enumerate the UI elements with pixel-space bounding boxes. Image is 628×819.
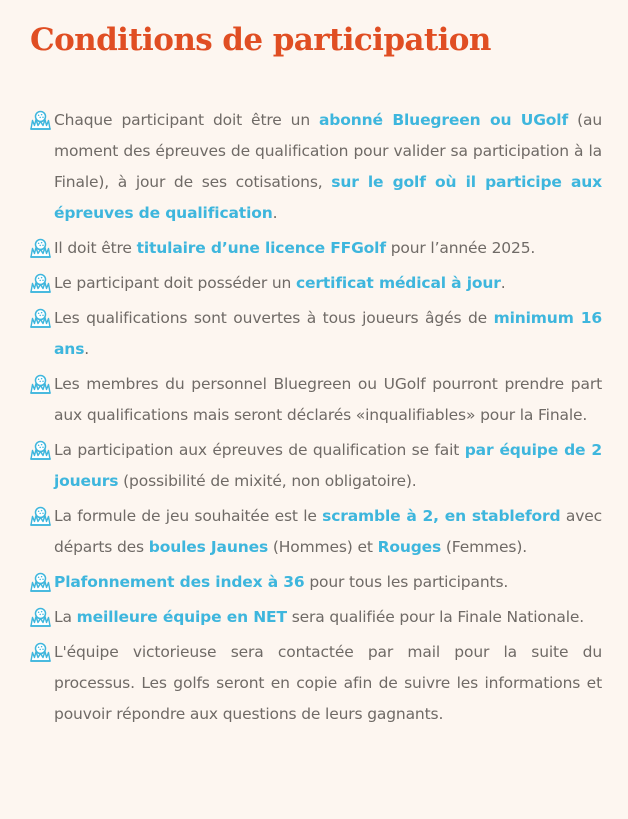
- highlighted-text: Rouges: [377, 538, 442, 556]
- highlighted-text: boules Jaunes: [148, 538, 269, 556]
- highlighted-text: scramble à 2, en stableford: [322, 507, 561, 525]
- conditions-list: [30, 105, 602, 730]
- condition-text: Le participant doit posséder un: [54, 274, 297, 292]
- golf-ball-on-grass-icon: [30, 642, 51, 662]
- condition-item: [30, 567, 602, 598]
- condition-text: La participation aux épreuves de qualification se fait: [54, 441, 465, 459]
- highlighted-text: titulaire d’une licence FFGolf: [136, 239, 386, 257]
- condition-item: [30, 602, 602, 633]
- golf-ball-on-grass-icon: [30, 273, 51, 293]
- condition-text: (Hommes) et: [268, 538, 378, 556]
- condition-text: avec départs des: [54, 507, 602, 556]
- condition-item: [30, 369, 602, 431]
- highlighted-text: abonné Bluegreen ou UGolf: [319, 111, 569, 129]
- highlighted-text: par équipe de 2 joueurs: [54, 441, 603, 490]
- condition-text: .: [500, 274, 506, 292]
- condition-text: La formule de jeu souhaitée est le: [54, 507, 323, 525]
- golf-ball-on-grass-icon: [30, 238, 51, 258]
- condition-text: (Femmes).: [441, 538, 527, 556]
- condition-text: .: [272, 204, 278, 222]
- highlighted-text: Plafonnement des index à 36: [54, 573, 305, 591]
- condition-text: Les membres du personnel Bluegreen ou UGolf pourront prendre part aux qualifications mais seront déclarés «inqualifiables» pour la Finale.: [54, 375, 602, 424]
- condition-text: L'équipe victorieuse sera contactée par mail pour la suite du processus. Les golfs seront en copie afin de suivre les informations et pouvoir répondre aux questions de leurs gagnants.: [54, 643, 602, 723]
- condition-text: La: [54, 608, 77, 626]
- condition-text: Il doit être: [54, 239, 137, 257]
- highlighted-text: sur le golf où il participe aux épreuves de qualification: [54, 173, 602, 222]
- golf-ball-on-grass-icon: [30, 374, 51, 394]
- condition-text: pour l’année 2025.: [385, 239, 536, 257]
- condition-text: Les qualifications sont ouvertes à tous joueurs âgés de: [54, 309, 494, 327]
- condition-item: [30, 303, 602, 365]
- condition-text: .: [84, 340, 90, 358]
- condition-text: pour tous les participants.: [304, 573, 509, 591]
- highlighted-text: certificat médical à jour: [296, 274, 501, 292]
- condition-item: [30, 435, 602, 497]
- condition-item: [30, 501, 602, 563]
- condition-item: [30, 637, 602, 730]
- golf-ball-on-grass-icon: [30, 506, 51, 526]
- golf-ball-on-grass-icon: [30, 572, 51, 592]
- golf-ball-on-grass-icon: [30, 440, 51, 460]
- page-title: Conditions de participation: [30, 22, 491, 58]
- condition-item: [30, 268, 602, 299]
- golf-ball-on-grass-icon: [30, 308, 51, 328]
- condition-text: sera qualifiée pour la Finale Nationale.: [286, 608, 585, 626]
- condition-text: (possibilité de mixité, non obligatoire).: [118, 472, 417, 490]
- condition-item: [30, 233, 602, 264]
- condition-text: Chaque participant doit être un: [54, 111, 319, 129]
- golf-ball-on-grass-icon: [30, 110, 51, 130]
- highlighted-text: minimum 16 ans: [54, 309, 602, 358]
- condition-item: [30, 105, 602, 229]
- highlighted-text: meilleure équipe en NET: [76, 608, 287, 626]
- condition-text: (au moment des épreuves de qualification pour valider sa participation à la Finale), à jour de ses cotisations,: [54, 111, 602, 191]
- golf-ball-on-grass-icon: [30, 607, 51, 627]
